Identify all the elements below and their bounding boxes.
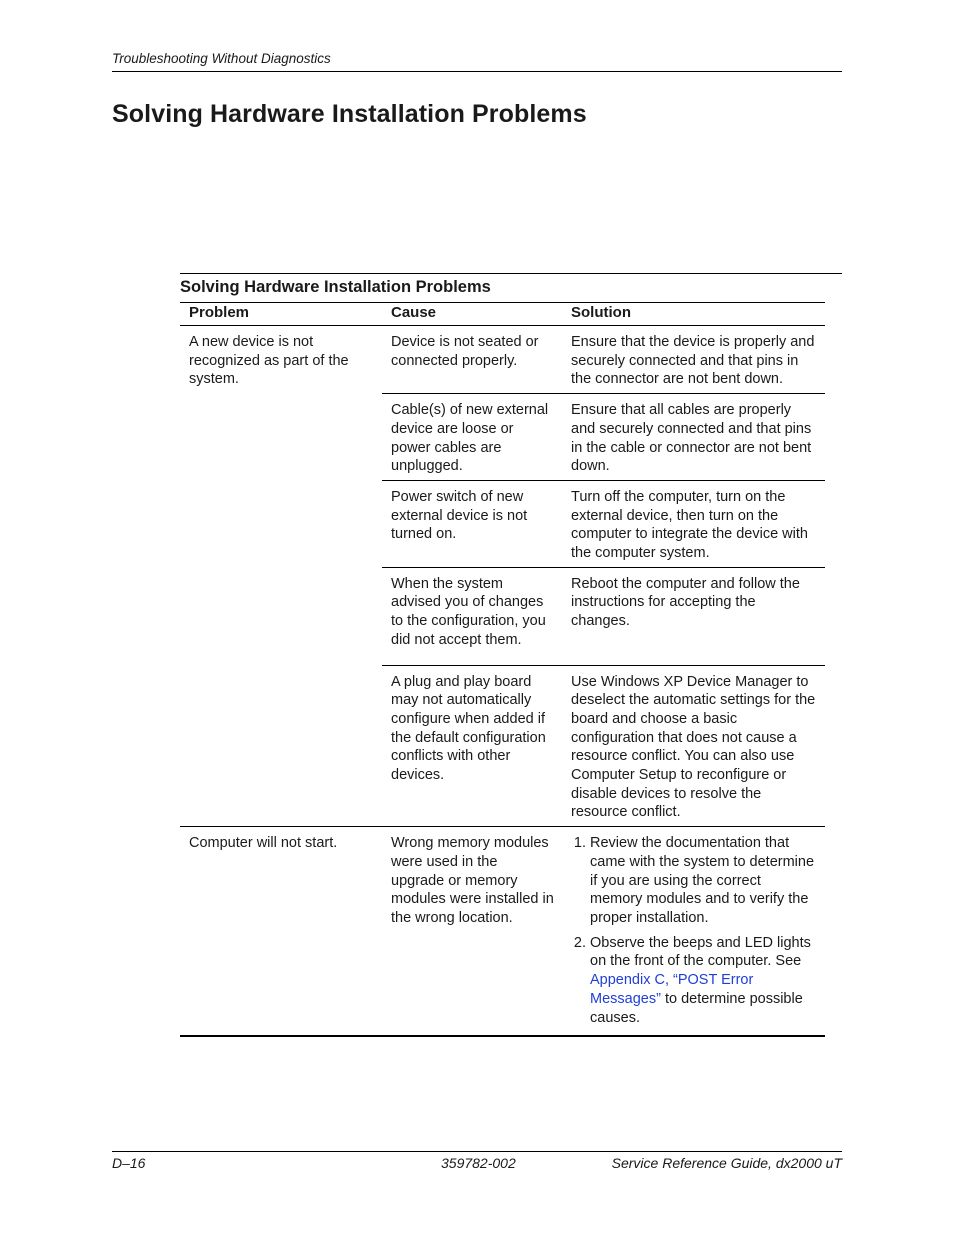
solution-steps-list	[571, 834, 817, 1027]
header-rule	[112, 71, 842, 72]
running-head: Troubleshooting Without Diagnostics	[112, 51, 331, 66]
problem-cell: A new device is not recognized as part of the system.	[180, 326, 382, 827]
solution-cell: Turn off the computer, turn on the external device, then turn on the computer to integrate the device with the computer system.	[562, 480, 825, 567]
troubleshooting-table-block	[180, 273, 842, 1037]
page-title: Solving Hardware Installation Problems	[112, 100, 587, 128]
table-row	[180, 326, 825, 394]
document-title: Service Reference Guide, dx2000 uT	[611, 1155, 842, 1171]
footer-rule	[112, 1151, 842, 1152]
step-text: Observe the beeps and LED lights on the front of the computer. See	[590, 934, 811, 970]
solution-cell: Reboot the computer and follow the instructions for accepting the changes.	[562, 567, 825, 665]
column-header-problem: Problem	[180, 303, 382, 326]
solution-cell	[562, 827, 825, 1037]
solution-cell: Use Windows XP Device Manager to deselect the automatic settings for the board and choose a basic configuration that does not cause a resource conflict. You can also use Computer Setup to reconfigure or disable devices to resolve the resource conflict.	[562, 665, 825, 827]
document-part-number: 359782-002	[441, 1155, 516, 1171]
cause-cell: Device is not seated or connected properly.	[382, 326, 562, 394]
solution-cell: Ensure that the device is properly and securely connected and that pins in the connector are not bent down.	[562, 326, 825, 394]
appendix-c-link[interactable]: Appendix C, “POST Error Messages”	[590, 972, 754, 1007]
column-header-cause: Cause	[382, 303, 562, 326]
table-caption: Solving Hardware Installation Problems	[180, 278, 491, 296]
column-header-solution: Solution	[562, 303, 825, 326]
cause-cell: Power switch of new external device is not turned on.	[382, 480, 562, 567]
page-number: D–16	[112, 1155, 146, 1171]
table-header-row	[180, 303, 825, 326]
problem-cell: Computer will not start.	[180, 827, 382, 1037]
solution-step: 1. Review the documentation that came with the system to determine if you are using the correct memory modules and to verify the proper installation.	[590, 834, 817, 928]
table-row	[180, 827, 825, 1037]
cause-cell: Cable(s) of new external device are loose or power cables are unplugged.	[382, 394, 562, 481]
step-text: to determine possible causes.	[590, 990, 803, 1026]
cause-cell: When the system advised you of changes to the configuration, you did not accept them.	[382, 567, 562, 665]
solution-step	[590, 934, 817, 1028]
troubleshooting-table	[180, 302, 825, 1037]
cause-cell: A plug and play board may not automatically configure when added if the default configuration conflicts with other devices.	[382, 665, 562, 827]
cause-cell: Wrong memory modules were used in the upgrade or memory modules were installed in the wrong location.	[382, 827, 562, 1037]
solution-cell: Ensure that all cables are properly and securely connected and that pins in the cable or connector are not bent down.	[562, 394, 825, 481]
